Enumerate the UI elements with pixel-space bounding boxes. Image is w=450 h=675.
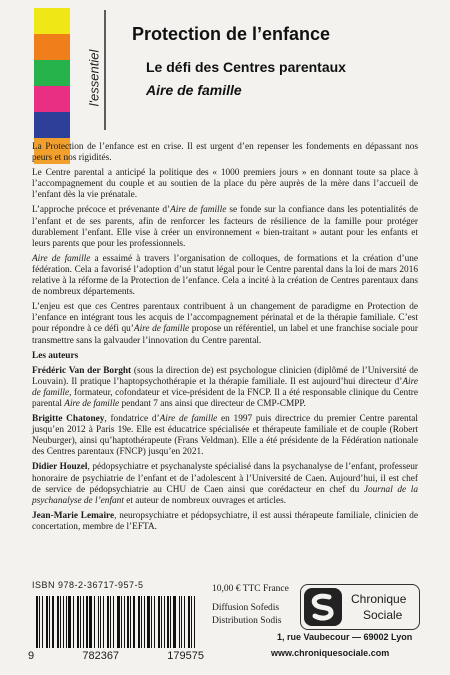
barcode-bar [39,596,40,648]
band-green [34,60,70,86]
barcode-digits [28,650,204,662]
barcode-bar [80,596,81,648]
barcode-digit-group-2: 179575 [167,650,204,662]
barcode-bar [124,596,125,648]
barcode-bar [89,596,92,648]
diffusion: Diffusion Sofedis [212,603,280,613]
publisher-logo [300,584,420,630]
band-blue [34,112,70,138]
barcode-bar [86,596,88,648]
barcode-digit-group-1: 782367 [82,650,120,662]
publisher-logo-icon [304,588,342,626]
barcode-bar [77,596,79,648]
barcode-bar [57,596,59,648]
barcode-bar [130,596,131,648]
barcode-bar [117,596,120,648]
book-title: Protection de l’enfance [132,24,331,44]
publisher-name-line2: Sociale [363,608,403,622]
barcode-bar [127,596,129,648]
band-orange [34,34,70,60]
barcode-bar [173,596,176,648]
barcode-bar [73,596,74,648]
barcode-bar [170,596,171,648]
band-yellow [34,8,70,34]
barcode-bar [147,596,150,648]
barcode-bar [167,596,169,648]
vertical-divider [104,10,106,130]
barcode-bar [179,596,180,648]
barcode-bar [154,596,155,648]
back-cover-text [32,142,418,537]
paragraph-5: L’enjeu est que ces Centres parentaux contribuent à un changement de paradigme en Protection de l’enfance en intégrant tous les acquis de l’accompagnement périnatal et de la thérapie familiale. C’est pour répondre à ce défi qu’Aire de famille propose un référentiel, un label et une franchise sociale pour transmettre sans la galvauder l’innovation du Centre parental. [32,302,418,346]
barcode-bar [66,596,67,648]
isbn-label: ISBN 978-2-36717-957-5 [32,580,144,590]
barcode-bar [42,596,43,648]
book-subtitle: Le défi des Centres parentaux [146,59,346,75]
barcode-bar [60,596,61,648]
publisher-address: 1, rue Vaubecour — 69002 Lyon [277,632,413,642]
authors-heading: Les auteurs [32,350,79,361]
price: 10,00 € TTC France [212,584,289,594]
barcode-bar [144,596,145,648]
barcode-bar [52,596,54,648]
barcode-bar [36,596,38,648]
barcode [36,596,198,648]
barcode-bar [107,596,109,648]
band-pink [34,86,70,112]
barcode-digit-lead: 9 [28,650,35,662]
barcode-bar [100,596,101,648]
barcode-bar [103,596,105,648]
barcode-bar [181,596,182,648]
barcode-bar [138,596,140,648]
barcode-bar [151,596,152,648]
barcode-bar [113,596,114,648]
author-2: Brigitte Chatoney, fondatrice d’Aire de famille en 1997 puis directrice du premier Centre parental jusqu’en 2012 à Paris 19e. Elle est éducatrice spécialisée et thérapeute familiale et de couple (Robert Neuburger), ainsi qu’haptothérapeute (Frans Veldman). Elle a été présidente de la Fédération nationale des Centres parentaux (FNCP) jusqu’en 2021. [32,414,418,458]
author-4: Jean-Marie Lemaire, neuropsychiatre et pédopsychiatre, il est aussi thérapeute familiale, clinicien de concertation, membre de l’EFTA. [32,510,418,532]
publisher-name-line1: Chronique [351,592,407,606]
book-subtitle-italic: Aire de famille [146,82,242,98]
publisher-website: www.chroniquesociale.com [271,648,390,658]
barcode-bar [133,596,135,648]
barcode-bar [164,596,165,648]
paragraph-4: Aire de famille a essaimé à travers l’organisation de colloques, de formations et la création d’une fédération. Cela a favorisé l’adoption d’un statut légal pour le Centre parental dans la loi de mars 2016 relative à la réforme de la Protection de l’enfance. Cela a incité à la création de Centres parentaux dans de nombreux départements. [32,253,419,298]
distribution: Distribution Sodis [212,616,282,626]
barcode-bar [63,596,64,648]
barcode-bar [184,596,186,648]
barcode-bar [83,596,84,648]
paragraph-1: La Protection de l’enfance est en crise. Il est urgent d’en repenser les fondements en dépassant nos peurs et nos rigidités. [32,142,418,164]
paragraph-2: Le Centre parental a anticipé la politique des « 1000 premiers jours » en donnant toute sa place à l’accompagnement du couple et au soutien de la place du père auprès de la mère dans l’accueil de l’enfant dès la vie prénatale. [32,168,418,201]
author-1: Frédéric Van der Borght (sous la direction de) est psychologue clinicien (diplômé de l’Université de Louvain). Il pratique l’haptopsychothérapie et la thérapie familiale. Il est aujourd’hui directeur d’Aire de famille, formateur, cofondateur et vice-président de la FNCP. Il a été responsable clinique du Centre parental Aire de famille pendant 7 ans ainsi que directeur de CMP-CMPP. [32,365,418,409]
paragraph-3: L’approche précoce et prévenante d’Aire de famille se fonde sur la confiance dans les potentialités de l’enfant et de ses parents, afin de renforcer les facteurs de résilience de la famille pour protéger durablement l’enfant. Elle vise à créer un environnement « bien-traitant » autant pour les enfants et leurs parents que pour les professionnels. [32,205,419,249]
barcode-bar [188,596,190,648]
author-3: Didier Houzel, pédopsychiatre et psychanalyste spécialisé dans la psychanalyse de l’enfant, professeur honoraire de psychiatrie de l’enfant et de l’adolescent à l’Université de Caen. Aujourd’hui, il est chef de service de pédopsychiatrie au CHU de Caen ainsi que corédacteur en chef du Journal de la psychanalyse de l’enfant et auteur de nombreux ouvrages et articles. [32,462,418,506]
barcode-bar [161,596,162,648]
collection-label: l'essentiel [86,49,102,106]
barcode-bar [46,596,49,648]
color-bands [34,8,70,164]
barcode-bar [110,596,111,648]
barcode-bar [158,596,160,648]
barcode-bar [94,596,95,648]
barcode-bar [49,596,50,648]
barcode-bar [68,596,71,648]
barcode-bar [191,596,192,648]
barcode-bar [121,596,122,648]
barcode-bar [98,596,99,648]
barcode-bar [141,596,142,648]
barcode-bar [194,596,195,648]
